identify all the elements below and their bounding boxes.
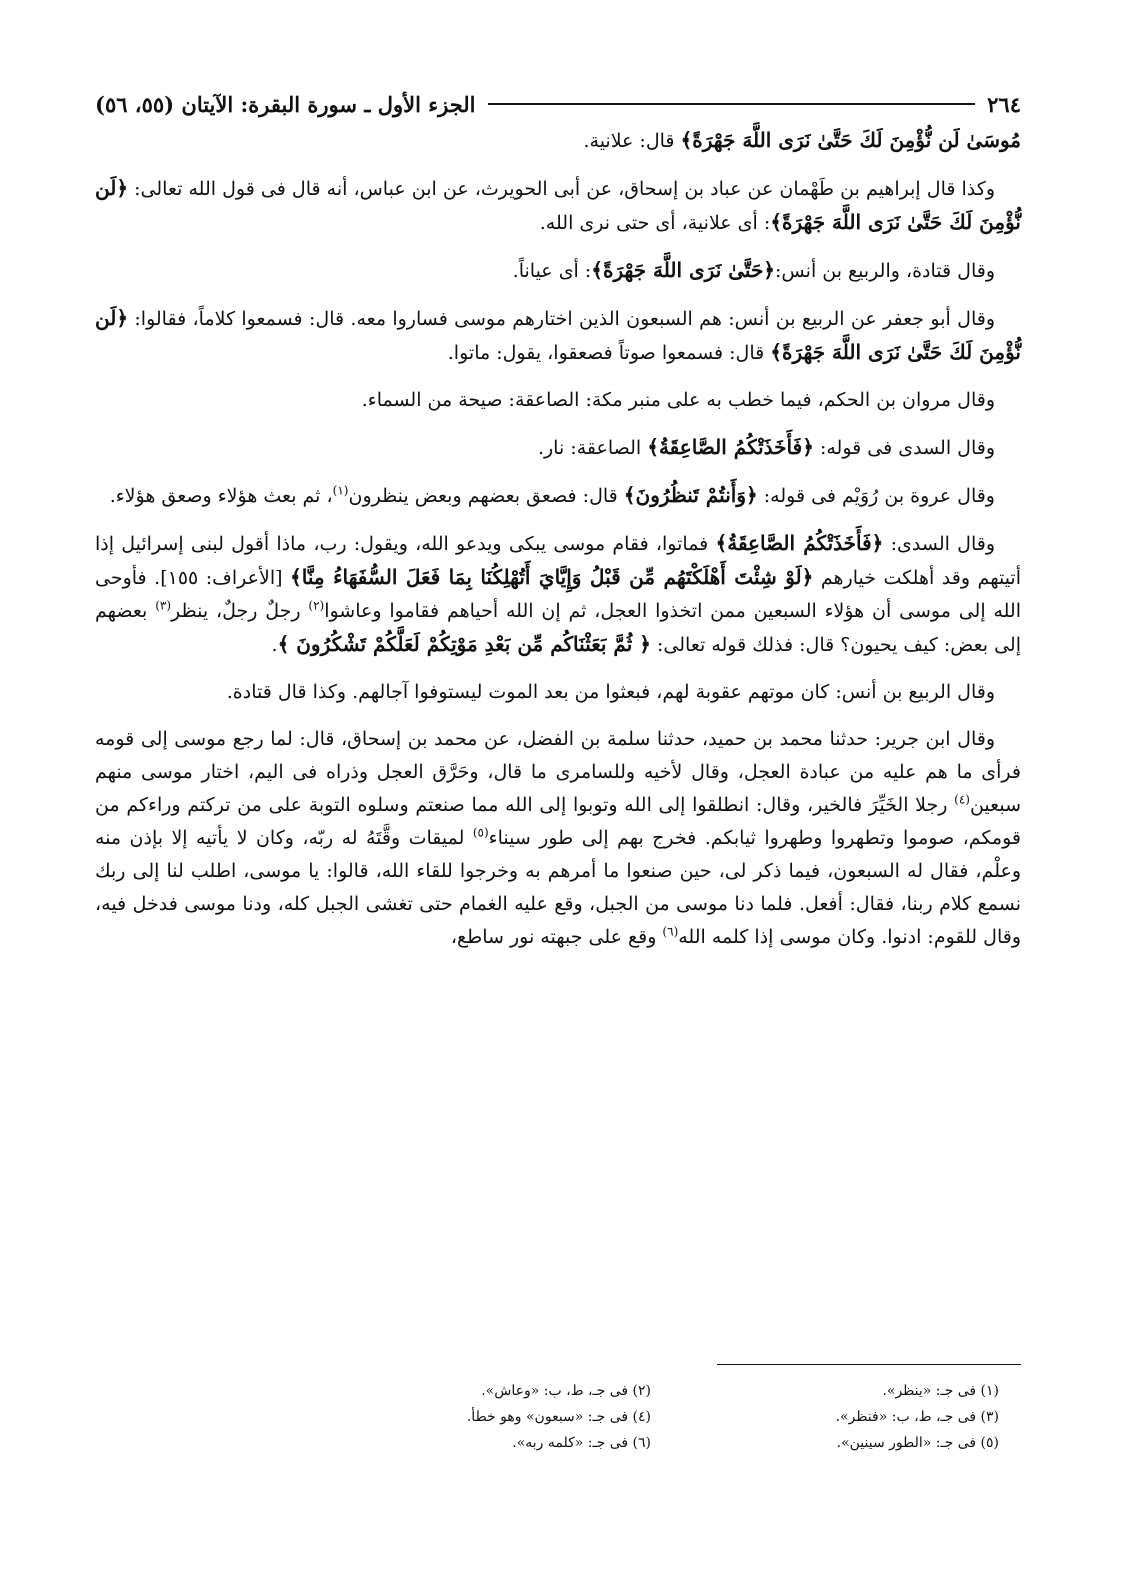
paragraph	[95, 723, 1021, 954]
text-run: وقال عروة بن رُوَيْم فى قوله:	[757, 485, 995, 507]
text-run: ، ثم بعث هؤلاء وصعق هؤلاء.	[109, 485, 333, 507]
book-page	[95, 0, 1021, 1591]
paragraph	[95, 124, 1021, 158]
page-number: ٢٦٤	[987, 91, 1021, 117]
footnote: (٦) فى جـ: «كلمه ربه».	[512, 1435, 651, 1451]
text-run: وقع على جبهته نور ساطع،	[450, 926, 663, 948]
footnote-ref: (٢)	[308, 598, 325, 613]
paragraph	[95, 431, 1021, 465]
paragraph	[95, 254, 1021, 288]
quran-quote: ﴿فَأَخَذَتْكُمُ الصَّاعِقَةُ﴾	[647, 435, 814, 459]
text-run: : أى علانية، أى حتى نرى الله.	[539, 212, 771, 234]
header-rule	[488, 103, 976, 105]
text-run: فماتوا، فقام موسى يبكى ويدعو الله، ويقول: رب، ماذا أقول لبنى إسرائيل إذا أتيتهم وقد أهلكت خيارهم	[95, 533, 1021, 589]
text-run: .	[271, 634, 278, 656]
text-run: : أى عياناً.	[512, 260, 592, 282]
running-title: الجزء الأول ـ سورة البقرة: الآيتان (٥٥، ٥٦)	[95, 91, 476, 117]
text-run: قال: فصعق بعضهم وبعض ينظرون	[348, 485, 624, 507]
quran-quote: ﴿وَأَنتُمْ تَنظُرُونَ﴾	[623, 483, 758, 507]
footnote-ref: (٤)	[954, 792, 970, 807]
text-run: وكذا قال إبراهيم بن طَهْمان عن عباد بن إسحاق، عن أبى الحويرث، عن ابن عباس، أنه قال فى قول الله تعالى:	[128, 178, 995, 200]
text-run: قال: فسمعوا صوتاً فصعقوا، يقول: ماتوا.	[447, 342, 771, 364]
quran-quote: ﴿فَأَخَذَتْكُمُ الصَّاعِقَةُ﴾	[715, 531, 884, 555]
text-run: رجلٌ رجلٌ، ينظر	[171, 600, 309, 622]
paragraph	[95, 172, 1021, 240]
footnotes	[325, 1378, 1021, 1456]
text-run: [الأعراف: ١٥٥]. فأوحى الله إلى موسى أن هؤلاء السبعين ممن اتخذوا العجل، ثم إن الله أحياهم فقاموا وعاشوا	[95, 567, 1021, 622]
footnote-ref: (٦)	[662, 924, 679, 939]
paragraph	[95, 384, 1021, 417]
paragraph	[95, 527, 1021, 662]
quran-quote: ﴿لَن نُّؤْمِنَ لَكَ حَتَّىٰ نَرَى اللَّهَ جَهْرَةً﴾	[95, 306, 1021, 364]
text-run: لميقات وقَّتَهُ له ربّه، وكان لا يأتيه إلا بإذن منه وعلْم، فقال له السبعون، فيما ذكر لى، حين صنعوا ما أمرهم به وخرجوا للقاء الله، قالوا: يا موسى، اطلب لنا إلى ربك نسمع كلام ربنا، فقال: أفعل. فلما دنا موسى من الجبل، وقع عليه الغمام حتى تغشى الجبل كله، ودنا موسى فدخل فيه، وقال للقوم: ادنوا. وكان موسى إذا كلمه الله	[95, 827, 1021, 948]
quran-quote: مُوسَىٰ لَن نُّؤْمِنَ لَكَ حَتَّىٰ نَرَى اللَّهَ جَهْرَةً﴾	[680, 128, 1021, 152]
quran-quote: ﴿لَوْ شِئْتَ أَهْلَكْتَهُم مِّن قَبْلُ وَإِيَّايَ أَتُهْلِكُنَا بِمَا فَعَلَ السُّفَهَاءُ مِنَّا﴾	[290, 565, 814, 589]
footnote: (١) فى جـ: «ينظر».	[882, 1383, 999, 1399]
text-run: الصاعقة: نار.	[537, 437, 648, 459]
footnote: (٥) فى جـ: «الطور سينين».	[836, 1435, 999, 1451]
running-header	[95, 86, 1021, 122]
footnote-ref: (١)	[332, 483, 349, 498]
text-run: وقال السدى:	[883, 533, 995, 555]
footnote-separator	[717, 1364, 1021, 1365]
footnote: (٣) فى جـ، ط، ب: «فنظر».	[835, 1409, 999, 1425]
text-run: وقال ابن جرير: حدثنا محمد بن حميد، حدثنا سلمة بن الفضل، عن محمد بن إسحاق، قال: لما رجع موسى إلى قومه فرأى ما هم عليه من عبادة العجل، وقال لأخيه وللسامرى ما قال، وحَرَّق العجل وذراه فى اليم، اختار موسى منهم سبعين	[95, 728, 1021, 816]
footnote-ref: (٣)	[155, 598, 172, 613]
text-run: قال: علانية.	[583, 130, 681, 152]
quran-quote: ﴿لَن نُّؤْمِنَ لَكَ حَتَّىٰ نَرَى اللَّهَ جَهْرَةً﴾	[95, 176, 1021, 234]
text-run: وقال الربيع بن أنس: كان موتهم عقوبة لهم، فبعثوا من بعد الموت ليستوفوا آجالهم. وكذا قال قتادة.	[226, 681, 995, 703]
text-run: وقال السدى فى قوله:	[813, 437, 995, 459]
text-run: وقال أبو جعفر عن الربيع بن أنس: هم السبعون الذين اختارهم موسى فساروا معه. قال: فسمعوا كلاماً، فقالوا:	[128, 308, 995, 330]
text-run: بعضهم إلى بعض: كيف يحيون؟ قال: فذلك قوله تعالى:	[95, 600, 1021, 656]
quran-quote: ﴿حَتَّىٰ نَرَى اللَّهَ جَهْرَةً﴾	[591, 258, 776, 282]
quran-quote: ﴿ ثُمَّ بَعَثْنَاكُم مِّن بَعْدِ مَوْتِكُمْ لَعَلَّكُمْ تَشْكُرُونَ ﴾	[277, 632, 651, 656]
footnote: (٢) فى جـ، ط، ب: «وعاش».	[481, 1383, 651, 1399]
text-run: رجلا الخَيِّرَ فالخير، وقال: انطلقوا إلى الله وتوبوا إلى الله مما صنعتم وسلوه التوبة على من تركتم وراءكم من قومكم، صوموا وتطهروا وطهروا ثيابكم. فخرج بهم إلى طور سيناء	[95, 794, 1021, 849]
paragraph	[95, 302, 1021, 370]
footnote-ref: (٥)	[472, 825, 489, 840]
main-text	[95, 124, 1021, 968]
paragraph	[95, 479, 1021, 513]
paragraph	[95, 676, 1021, 709]
text-run: وقال قتادة، والربيع بن أنس:	[775, 260, 995, 282]
text-run: وقال مروان بن الحكم، فيما خطب به على منبر مكة: الصاعقة: صيحة من السماء.	[361, 389, 995, 411]
footnote: (٤) فى جـ: «سبعون» وهو خطأ.	[466, 1409, 651, 1425]
